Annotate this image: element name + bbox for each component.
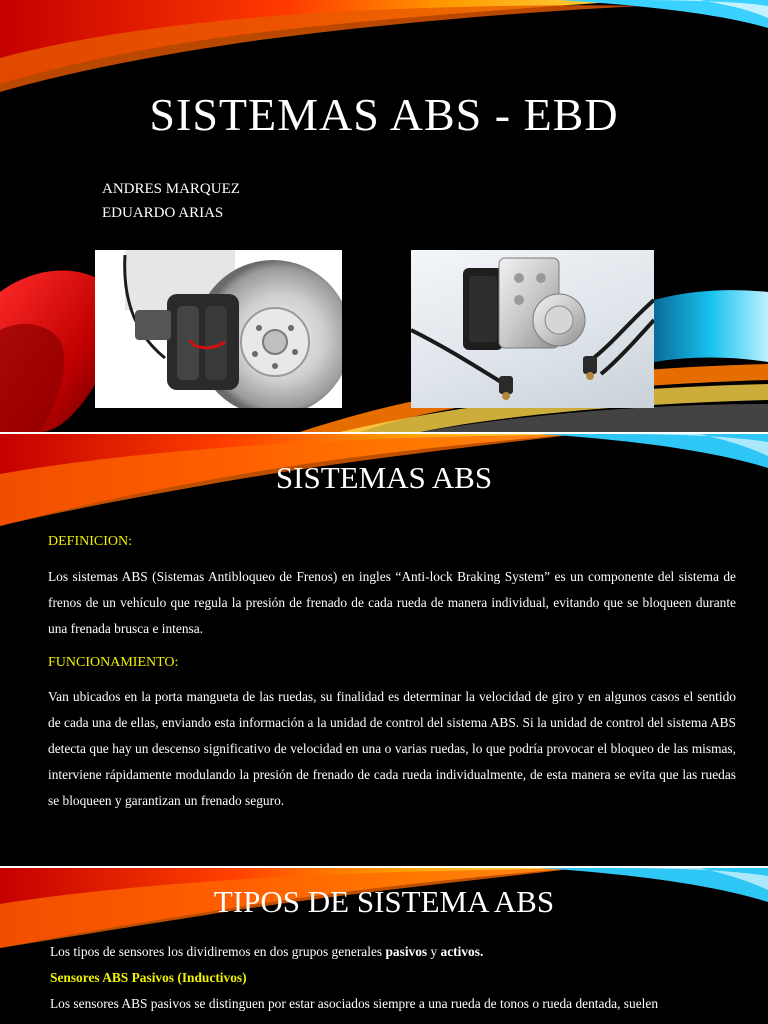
slide-3: [0, 868, 768, 1024]
function-paragraph: Van ubicados en la porta mangueta de las ruedas, su finalidad es determinar la velocidad de giro y en algunos casos el sentido de cada una de ellas, enviando esta información a la unidad de control del sistema ABS. Si la unidad de control del sistema ABS detecta que hay un descenso significativo de velocidad en una o varias ruedas, lo que podría provocar el bloqueo de las mismas, interviene rápidamente modulando la presión de frenado de cada rueda individualmente, de esta manera se evita que las ruedas se bloqueen y garantizan un frenado seguro.: [48, 689, 736, 808]
brake-disc-image: [95, 250, 342, 408]
definition-paragraph: Los sistemas ABS (Sistemas Antibloqueo de Frenos) en ingles “Anti-lock Braking System” es un componente del sistema de frenos de un vehículo que regula la presión de frenado de cada rueda de manera individual, evitando que se bloqueen durante una frenada brusca e intensa.: [48, 569, 736, 636]
slide-1: [0, 0, 768, 432]
intro-joiner: y: [427, 944, 441, 959]
function-heading: FUNCIONAMIENTO:: [48, 655, 179, 670]
passive-sensors-paragraph: Los sensores ABS pasivos se distinguen por estar asociados siempre a una rueda de tonos o rueda dentada, suelen: [50, 996, 659, 1011]
brake-disc-photo: [95, 250, 342, 408]
slide-title: SISTEMAS ABS: [275, 460, 493, 495]
definition-heading: DEFINICION:: [48, 534, 132, 549]
slide-title: TIPOS DE SISTEMA ABS: [213, 884, 555, 919]
presentation-title: SISTEMAS ABS - EBD: [149, 89, 619, 140]
author-name: ANDRES MARQUEZ: [102, 181, 240, 197]
intro-bold-active: activos.: [440, 944, 484, 959]
slide-2: [0, 434, 768, 866]
sensor-types-intro: [50, 944, 740, 960]
passive-sensors-heading: Sensores ABS Pasivos (Inductivos): [50, 970, 247, 985]
abs-module-photo: [411, 250, 654, 408]
intro-bold-passive: pasivos: [385, 944, 428, 959]
intro-text: Los tipos de sensores los dividiremos en dos grupos generales: [50, 944, 386, 959]
abs-module-image: [411, 250, 654, 408]
author-name: EDUARDO ARIAS: [102, 205, 224, 221]
